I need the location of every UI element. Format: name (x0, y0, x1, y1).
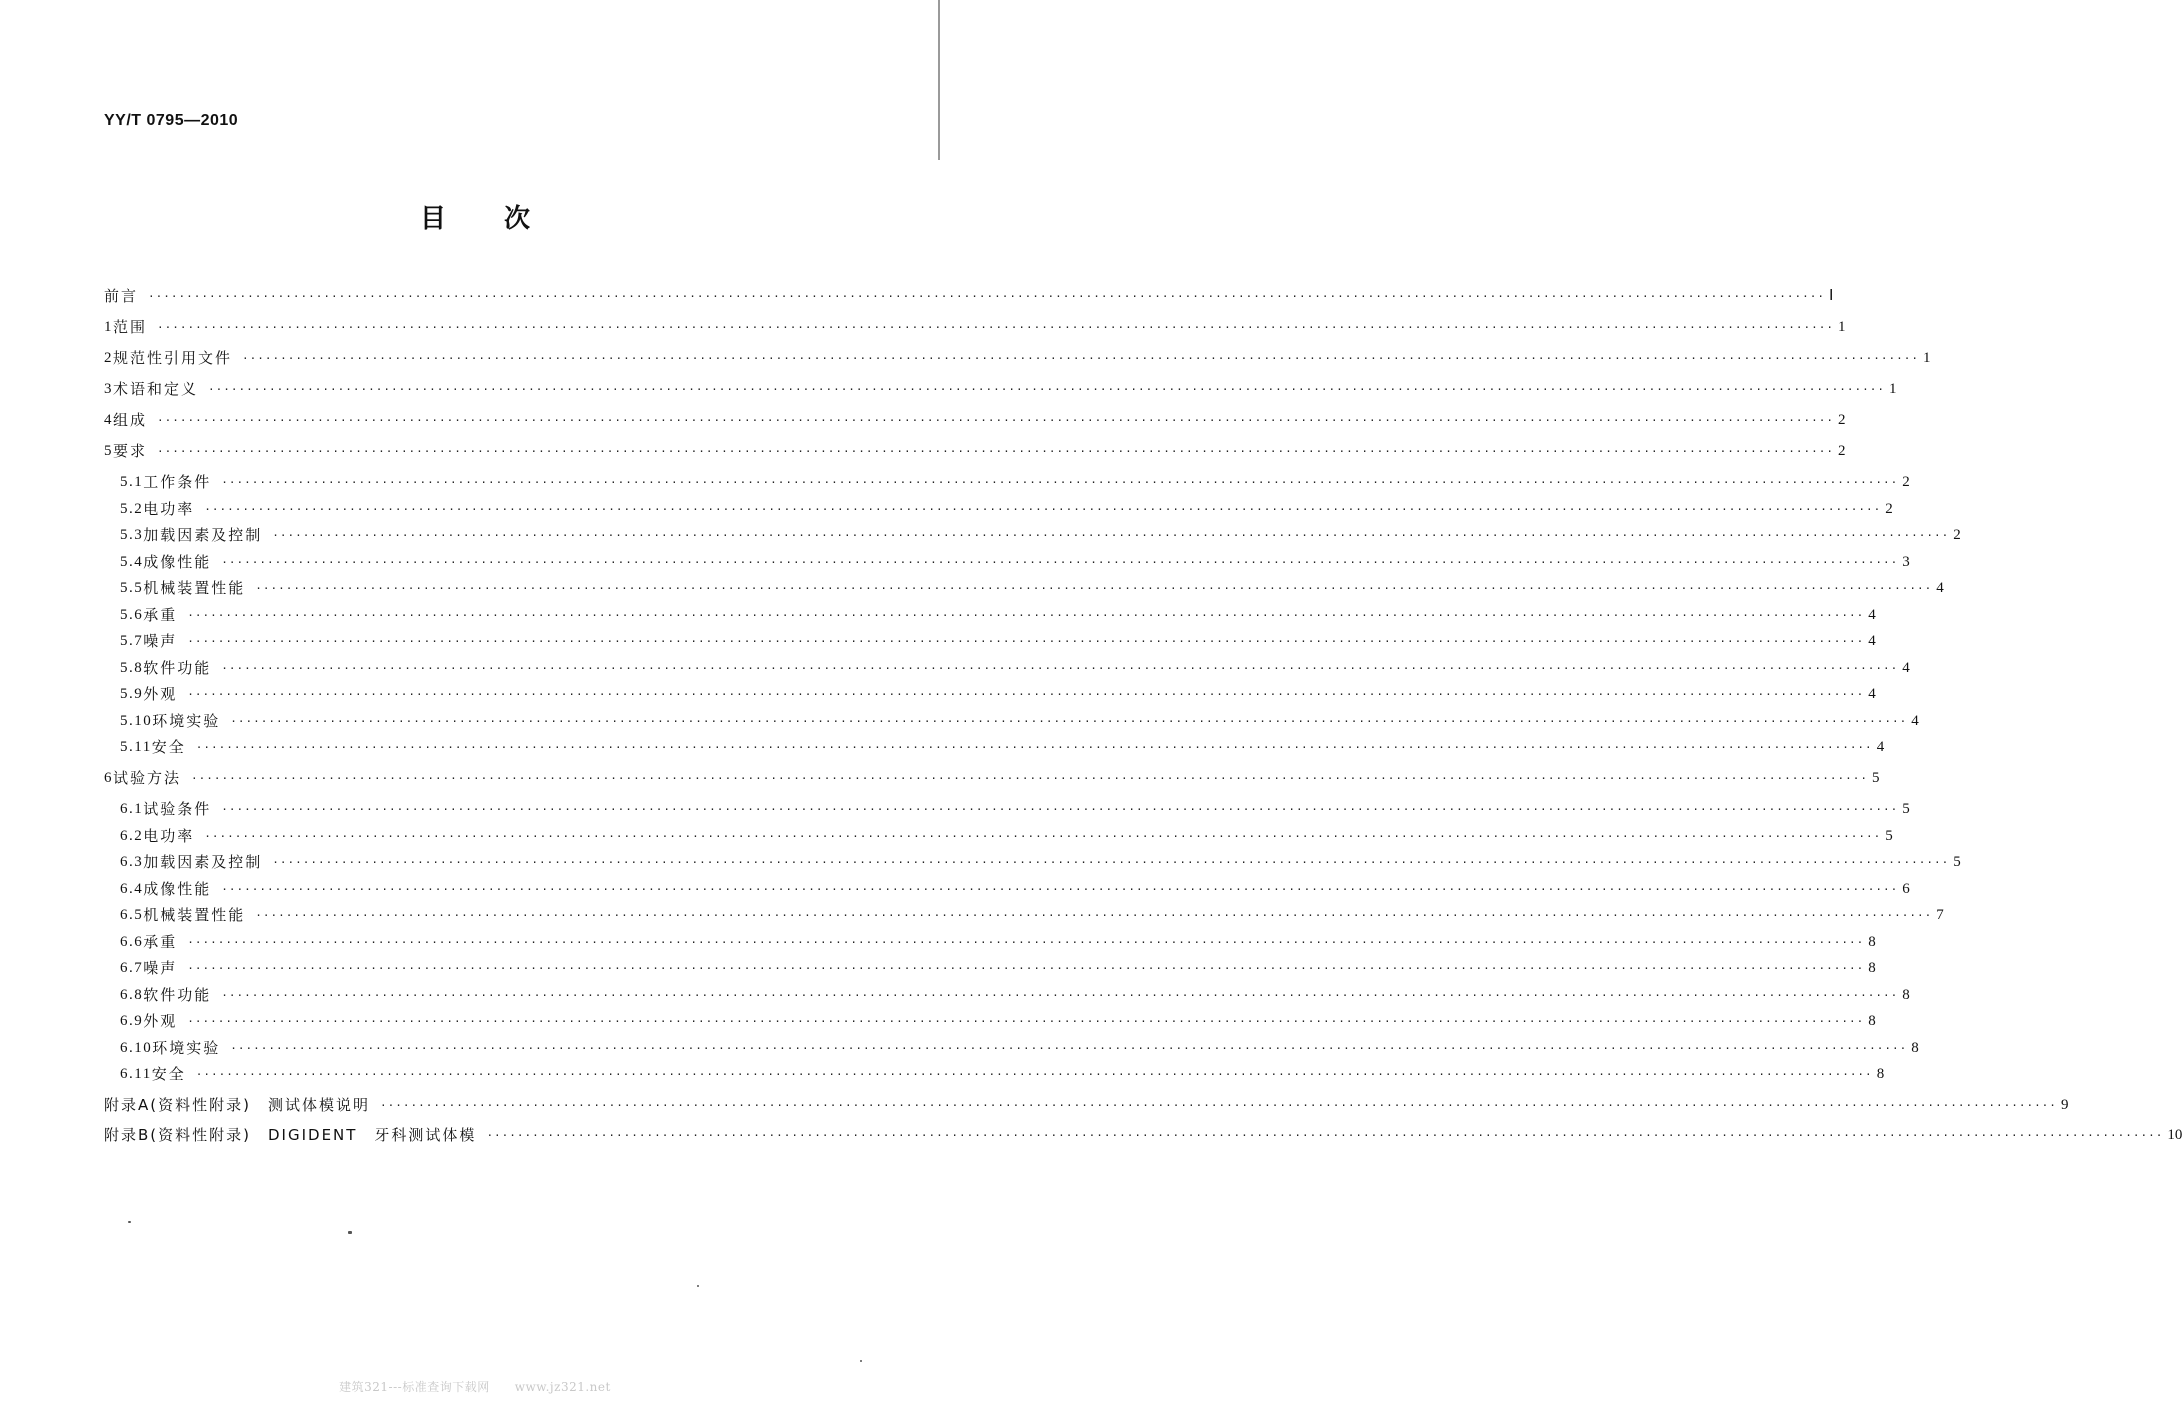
toc-entry-number: 5.4 (120, 554, 144, 570)
toc-entry (120, 851, 1961, 873)
toc-entry-page: 2 (1837, 443, 1846, 459)
toc-entry (104, 285, 1834, 307)
toc-entry-number: 5.10 (120, 713, 153, 729)
toc-entry-number: 6 (104, 770, 113, 786)
toc-title (0, 198, 950, 235)
toc-entry-page: 5 (1885, 828, 1893, 844)
toc-leader-dots: ···························································································································································································································· (221, 989, 1899, 1002)
toc-entry (120, 1010, 1876, 1032)
toc-entry-page: 4 (1911, 713, 1919, 729)
scan-speck (128, 1221, 131, 1223)
toc-entry-page: 1 (1837, 319, 1846, 335)
toc-entry-page: 2 (1885, 501, 1893, 517)
toc-entry (120, 683, 1876, 705)
toc-entry-page: 4 (1868, 607, 1876, 623)
toc-entry (120, 604, 1876, 626)
toc-entry (120, 471, 1910, 493)
toc-entry-page: 2 (1837, 412, 1846, 428)
toc-leader-dots: ···························································································································································································································· (157, 321, 1834, 334)
scan-speck (860, 1360, 862, 1362)
toc-entry-number: 6.4 (120, 881, 144, 897)
toc-entry-page: 2 (1902, 474, 1910, 490)
toc-entry-label: 环境实验 (152, 1039, 221, 1057)
toc-entry-label: 噪声 (143, 959, 178, 977)
toc-entry-label: 规范性引用文件 (113, 349, 233, 367)
toc-entry (120, 498, 1893, 520)
toc-entry-label: 外观 (143, 685, 178, 703)
toc-entry-number: 5.5 (120, 580, 144, 596)
toc-entry-number: 5.2 (120, 501, 144, 517)
standard-code: YY/T 0795—2010 (104, 112, 239, 129)
toc-leader-dots: ···························································································································································································································· (272, 856, 1950, 869)
toc-entry-page: 5 (1953, 854, 1961, 870)
toc-entry-number: 6.11 (120, 1066, 152, 1082)
toc-entry (120, 1037, 1919, 1059)
toc-entry-page: 5 (1902, 801, 1910, 817)
toc-entry-number: 6.7 (120, 960, 144, 976)
toc-entry-number: 4 (104, 412, 113, 428)
toc-entry (120, 1063, 1885, 1085)
toc-entry-label: 附录A(资料性附录) 测试体模说明 (104, 1096, 370, 1114)
scan-edge-line (938, 0, 940, 160)
toc-entry-page: 4 (1868, 633, 1876, 649)
toc-entry-number: 3 (104, 381, 113, 397)
footer-watermark: 建筑321---标准查询下载网 www.jz321.net (339, 1380, 611, 1394)
toc-entry (120, 878, 1910, 900)
toc-entry-page: 4 (1868, 686, 1876, 702)
toc-leader-dots: ···························································································································································································································· (187, 688, 1865, 701)
toc-entry-label: 噪声 (143, 632, 178, 650)
toc-entry (120, 524, 1961, 546)
toc-leader-dots: ···························································································································································································································· (255, 582, 1933, 595)
toc-entry (104, 316, 1846, 338)
toc-leader-dots: ···························································································································································································································· (230, 1042, 1908, 1055)
toc-entry-page: 8 (1876, 1066, 1885, 1082)
toc-entry-label: 附录B(资料性附录) DIGIDENT 牙科测试体模 (104, 1126, 477, 1144)
scan-speck (697, 1285, 699, 1287)
toc-entry-number: 6.5 (120, 907, 144, 923)
toc-entry-label: 范围 (113, 318, 148, 336)
toc-entry-page: 4 (1936, 580, 1944, 596)
toc-entry-page: 8 (1911, 1040, 1919, 1056)
toc-entry (120, 825, 1893, 847)
toc-entry-number: 2 (104, 350, 113, 366)
toc-entry (104, 409, 1846, 431)
toc-entry-page: 7 (1936, 907, 1944, 923)
toc-entry-label: 前言 (104, 287, 139, 305)
toc-entry-page: 1 (1888, 381, 1897, 397)
toc-leader-dots: ···························································································································································································································· (187, 962, 1865, 975)
toc-entry-page: 8 (1868, 1013, 1876, 1029)
toc-entry-label: 成像性能 (143, 553, 212, 571)
toc-leader-dots: ···························································································································································································································· (272, 529, 1950, 542)
toc-entry-page: 4 (1902, 660, 1910, 676)
toc-leader-dots: ···························································································································································································································· (221, 883, 1899, 896)
toc-leader-dots: ···························································································································································································································· (221, 556, 1899, 569)
toc-entry-label: 承重 (143, 606, 178, 624)
toc-entry (120, 957, 1876, 979)
toc-entry-number: 6.10 (120, 1040, 153, 1056)
toc-entry-number: 5.8 (120, 660, 144, 676)
toc-entry-number: 6.2 (120, 828, 144, 844)
toc-entry (104, 1124, 2182, 1146)
toc-entry-number: 5.1 (120, 474, 144, 490)
toc-entry-number: 5.3 (120, 527, 144, 543)
toc-leader-dots: ···························································································································································································································· (187, 936, 1865, 949)
toc-title-right: 次 (504, 204, 531, 234)
toc-entry-number: 6.8 (120, 987, 144, 1003)
toc-entry-number: 6.3 (120, 854, 144, 870)
toc-entry-number: 1 (104, 319, 113, 335)
toc-entry-label: 电功率 (143, 500, 195, 518)
toc-entry-number: 5.11 (120, 739, 152, 755)
toc-entry-page: 2 (1953, 527, 1961, 543)
toc-entry-label: 安全 (151, 738, 186, 756)
toc-entry-number: 5.6 (120, 607, 144, 623)
toc-entry (104, 347, 1931, 369)
scan-speck (348, 1231, 352, 1234)
toc-entry-label: 机械装置性能 (143, 579, 246, 597)
toc-leader-dots: ···························································································································································································································· (208, 383, 1885, 396)
toc-entry-label: 加载因素及控制 (143, 526, 263, 544)
toc-entry-number: 6.6 (120, 934, 144, 950)
toc-leader-dots: ···························································································································································································································· (187, 1015, 1865, 1028)
toc-entry (120, 577, 1944, 599)
toc-leader-dots: ···························································································································································································································· (195, 1068, 1873, 1081)
toc-entry (120, 984, 1910, 1006)
toc-entry (104, 378, 1897, 400)
toc-entry (104, 767, 1880, 789)
toc-leader-dots: ···························································································································································································································· (379, 1099, 2057, 1112)
toc-entry-page: 8 (1902, 987, 1910, 1003)
toc-entry-page: 8 (1868, 960, 1876, 976)
toc-entry-label: 组成 (113, 411, 148, 429)
toc-entry-label: 软件功能 (143, 659, 212, 677)
toc-entry-label: 承重 (143, 933, 178, 951)
toc-entry-number: 6.9 (120, 1013, 144, 1029)
toc-title-left: 目 (419, 204, 446, 234)
toc-entry-label: 工作条件 (143, 473, 212, 491)
toc-leader-dots: ···························································································································································································································· (187, 635, 1865, 648)
toc-entry-label: 试验条件 (143, 800, 212, 818)
toc-leader-dots: ···························································································································································································································· (221, 476, 1899, 489)
toc-entry-page: 8 (1868, 934, 1876, 950)
toc-entry-page: 6 (1902, 881, 1910, 897)
toc-entry-page: 9 (2060, 1097, 2069, 1113)
toc-leader-dots: ···························································································································································································································· (486, 1129, 2164, 1142)
toc-entry (120, 736, 1885, 758)
toc-leader-dots: ···························································································································································································································· (187, 609, 1865, 622)
toc-entry-label: 软件功能 (143, 986, 212, 1004)
toc-entry-label: 环境实验 (152, 712, 221, 730)
toc-leader-dots: ···························································································································································································································· (242, 352, 1919, 365)
toc-leader-dots: ···························································································································································································································· (230, 715, 1908, 728)
toc-entry (120, 551, 1910, 573)
toc-entry-page: 3 (1902, 554, 1910, 570)
toc-entry-number: 5.9 (120, 686, 144, 702)
toc-entry-page: 5 (1871, 770, 1880, 786)
toc-leader-dots: ···························································································································································································································· (221, 803, 1899, 816)
toc-entry-label: 加载因素及控制 (143, 853, 263, 871)
toc-leader-dots: ···························································································································································································································· (148, 290, 1825, 303)
toc-entry-number: 5.7 (120, 633, 144, 649)
toc-entry (120, 630, 1876, 652)
toc-leader-dots: ···························································································································································································································· (221, 662, 1899, 675)
toc-entry-label: 外观 (143, 1012, 178, 1030)
toc-leader-dots: ···························································································································································································································· (157, 414, 1834, 427)
toc-entry (104, 1094, 2069, 1116)
toc-entry-number: 6.1 (120, 801, 144, 817)
toc-leader-dots: ···························································································································································································································· (157, 445, 1834, 458)
toc-leader-dots: ···························································································································································································································· (204, 503, 1882, 516)
toc-entry (104, 440, 1846, 462)
toc-entry-page: Ⅰ (1828, 288, 1834, 304)
toc-entry-label: 机械装置性能 (143, 906, 246, 924)
toc-leader-dots: ···························································································································································································································· (255, 909, 1933, 922)
toc-entry (120, 904, 1944, 926)
toc-entry (120, 657, 1910, 679)
toc-entry-number: 5 (104, 443, 113, 459)
toc-entry-label: 成像性能 (143, 880, 212, 898)
toc-leader-dots: ···························································································································································································································· (195, 741, 1873, 754)
toc-entry-label: 试验方法 (113, 769, 182, 787)
toc-leader-dots: ···························································································································································································································· (191, 772, 1868, 785)
toc-entry-label: 电功率 (143, 827, 195, 845)
toc-entry-page: 4 (1876, 739, 1885, 755)
toc-entry-label: 要求 (113, 442, 148, 460)
toc-entry-page: 10 (2167, 1127, 2182, 1143)
toc-entry (120, 798, 1910, 820)
toc-entry-page: 1 (1922, 350, 1931, 366)
toc-entry-label: 术语和定义 (113, 380, 199, 398)
toc-entry (120, 710, 1919, 732)
toc-leader-dots: ···························································································································································································································· (204, 830, 1882, 843)
toc-entry-label: 安全 (151, 1065, 186, 1083)
toc-entry (120, 931, 1876, 953)
